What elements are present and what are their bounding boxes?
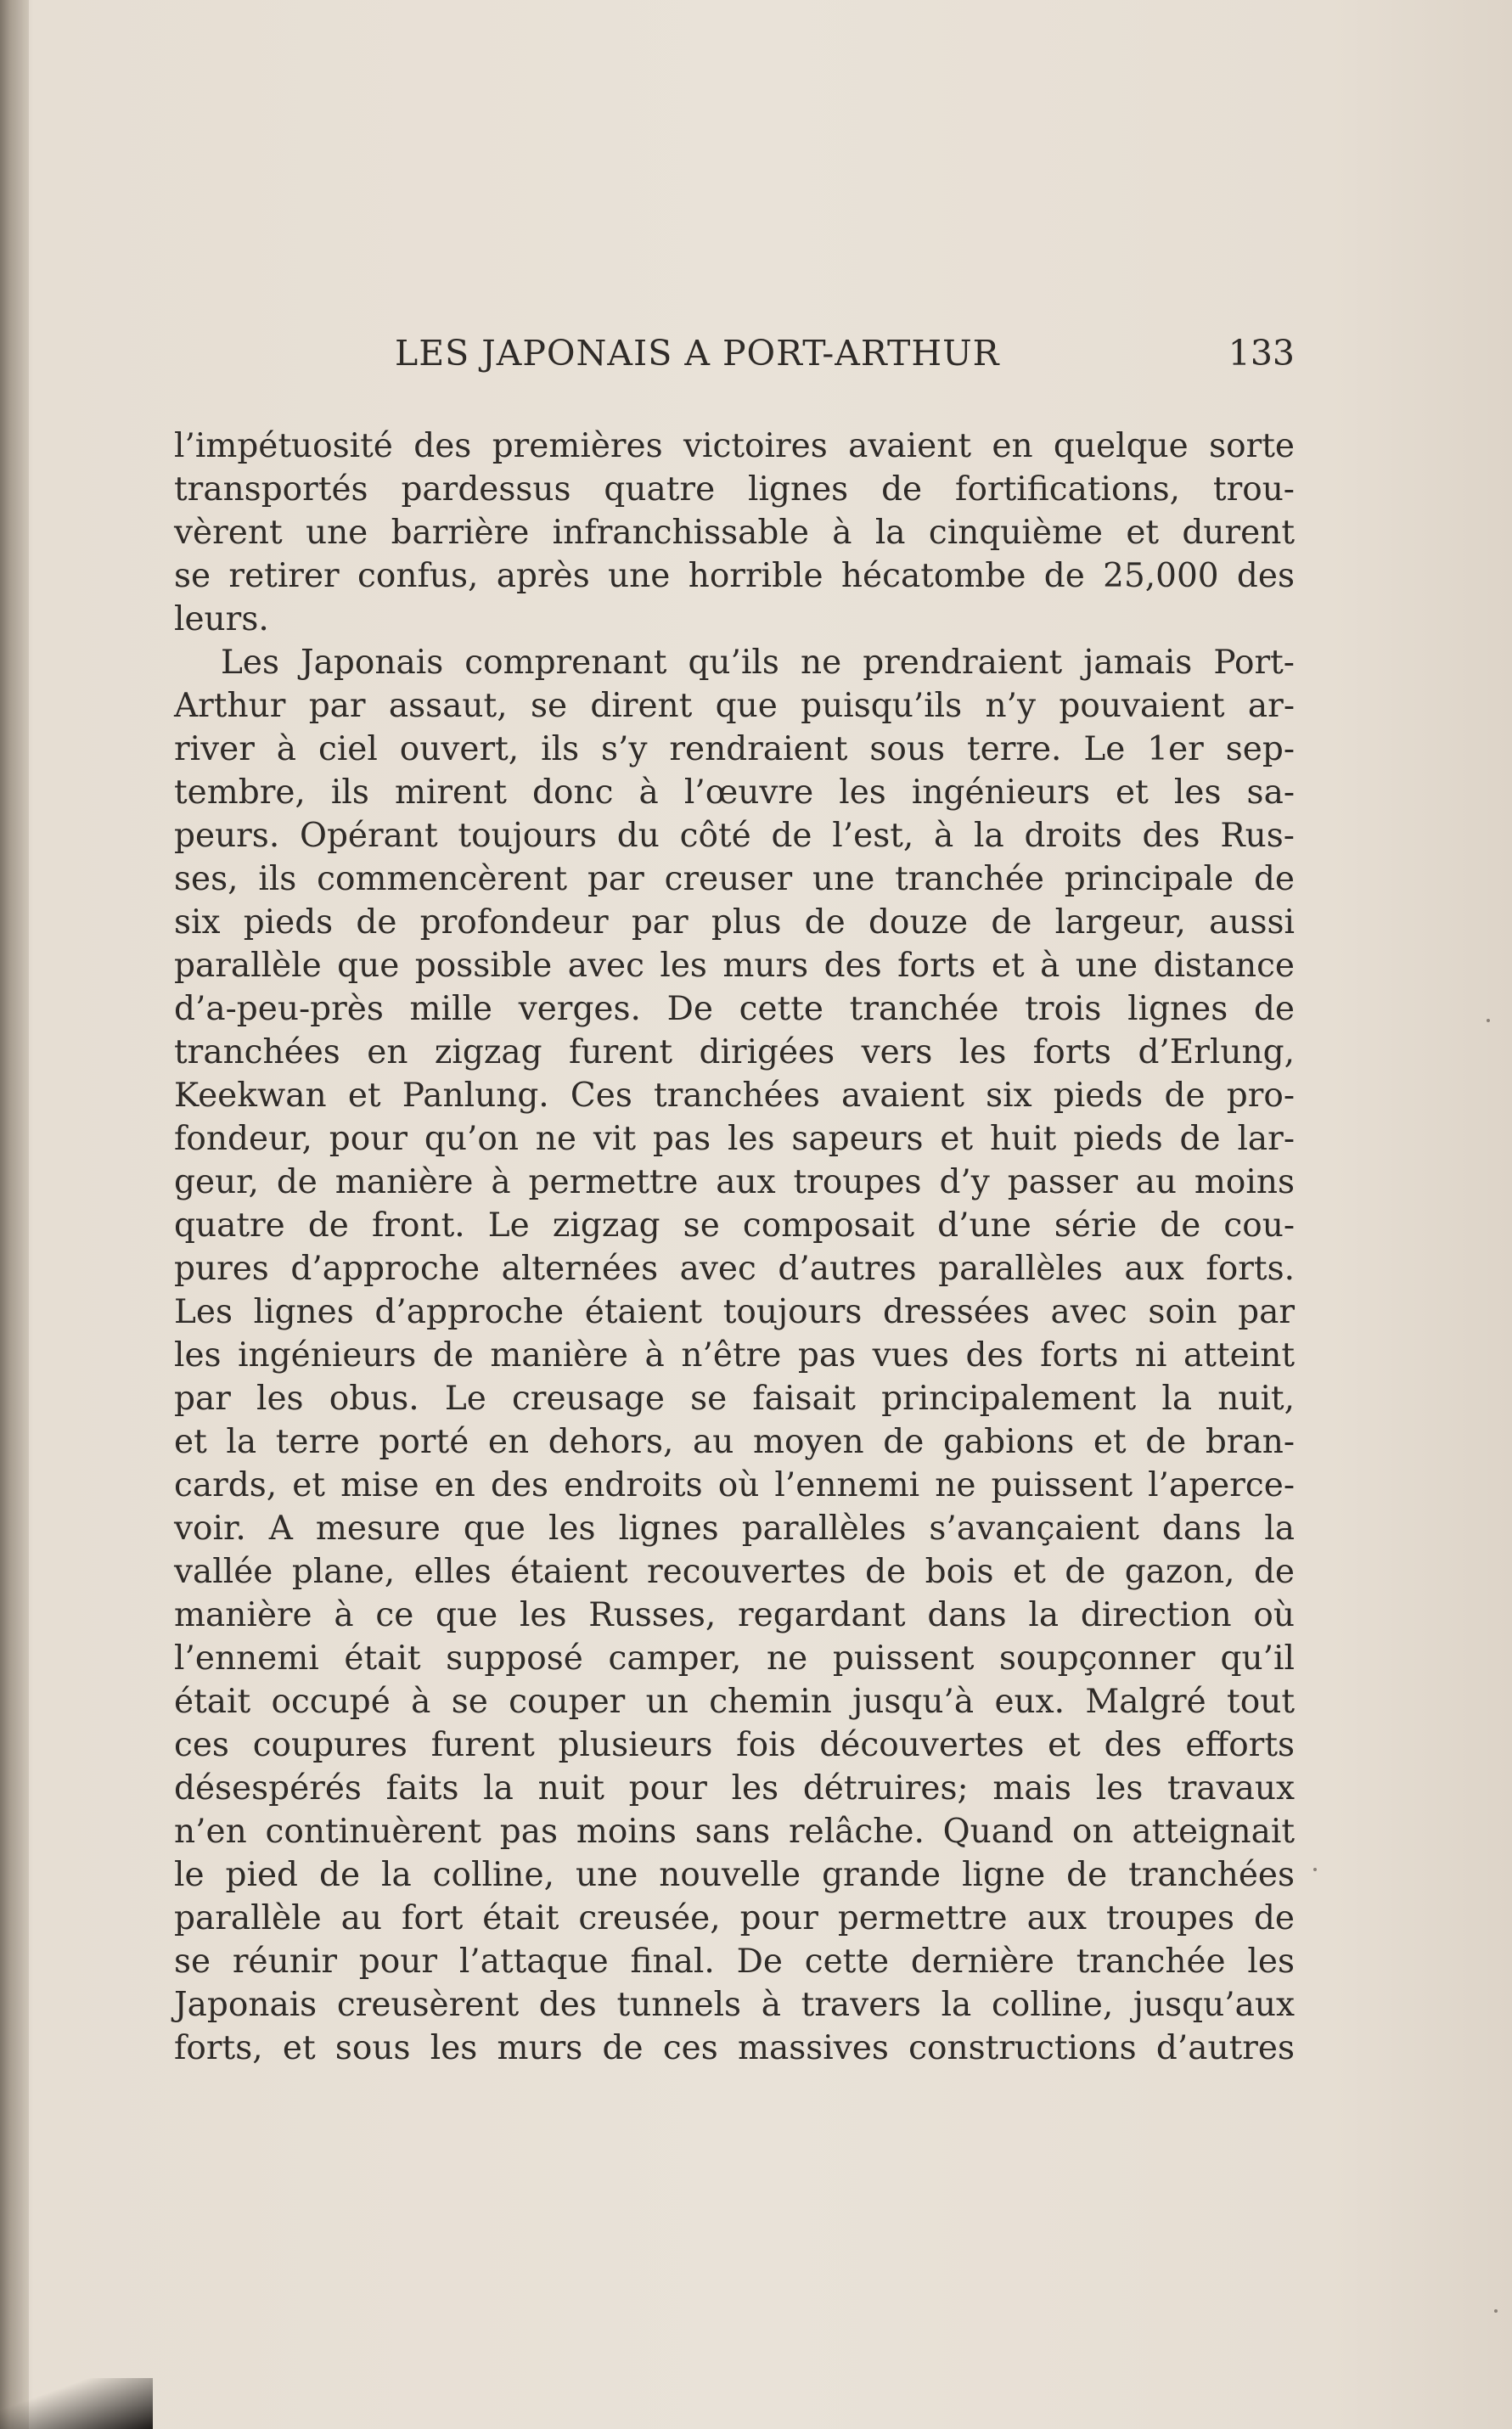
text-line: six pieds de profondeur par plus de douze de largeur, aussi [174,903,1295,942]
text-line: par les obus. Le creusage se faisait principalement la nuit, [174,1380,1295,1418]
body-text [174,425,1295,2070]
text-line: se réunir pour l’attaque final. De cette dernière tranchée les [174,1943,1295,1981]
paragraph [174,425,1295,641]
text-line: Japonais creusèrent des tunnels à travers la colline, jusqu’aux [174,1986,1295,2024]
text-line: se retirer confus, après une horrible hécatombe de 25,000 des [174,557,1295,595]
text-line: n’en continuèrent pas moins sans relâche. Quand on atteignait [174,1813,1295,1851]
paper-speck [1313,1868,1317,1871]
text-line: et la terre porté en dehors, au moyen de gabions et de bran- [174,1423,1295,1461]
text-line: désespérés faits la nuit pour les détruires; mais les travaux [174,1769,1295,1808]
text-line: transportés pardessus quatre lignes de fortifications, trou- [174,470,1295,509]
text-line: Les lignes d’approche étaient toujours dressées avec soin par [174,1293,1295,1331]
text-line: ses, ils commencèrent par creuser une tranchée principale de [174,860,1295,898]
text-line: l’impétuosité des premières victoires avaient en quelque sorte [174,427,1295,465]
text-line: pures d’approche alternées avec d’autres parallèles aux forts. [174,1250,1295,1288]
text-line: Les Japonais comprenant qu’ils ne prendraient jamais Port- [221,644,1295,682]
text-line: peurs. Opérant toujours du côté de l’est, à la droits des Rus- [174,817,1295,855]
text-line: ces coupures furent plusieurs fois découvertes et des efforts [174,1726,1295,1764]
running-title: LES JAPONAIS A PORT-ARTHUR [395,333,1000,374]
text-line: manière à ce que les Russes, regardant dans la direction où [174,1596,1295,1634]
text-line: voir. A mesure que les lignes parallèles s’avançaient dans la [174,1510,1295,1548]
page-edge-shadow [0,2378,153,2429]
text-line: le pied de la colline, une nouvelle grande ligne de tranchées [174,1856,1295,1894]
text-line: tranchées en zigzag furent dirigées vers les forts d’Erlung, [174,1033,1295,1071]
text-line: parallèle au fort était creusée, pour permettre aux troupes de [174,1899,1295,1937]
text-line: fondeur, pour qu’on ne vit pas les sapeurs et huit pieds de lar- [174,1120,1295,1158]
text-line: l’ennemi était supposé camper, ne puissent soupçonner qu’il [174,1639,1295,1678]
text-line: vallée plane, elles étaient recouvertes de bois et de gazon, de [174,1553,1295,1591]
paper-speck [1487,1019,1490,1022]
text-line: cards, et mise en des endroits où l’ennemi ne puissent l’aperce- [174,1466,1295,1504]
text-line: vèrent une barrière infranchissable à la cinquième et durent [174,514,1295,552]
text-line: tembre, ils mirent donc à l’œuvre les ingénieurs et les sa- [174,773,1295,812]
text-line: forts, et sous les murs de ces massives constructions d’autres [174,2029,1295,2067]
page-number: 133 [1228,333,1295,374]
text-line: river à ciel ouvert, ils s’y rendraient sous terre. Le 1er sep- [174,730,1295,768]
paper-speck [1494,2309,1498,2313]
text-line: geur, de manière à permettre aux troupes d’y passer au moins [174,1163,1295,1201]
paragraph [174,641,1295,2070]
text-line: leurs. [174,600,269,638]
text-line: Arthur par assaut, se dirent que puisqu’ils n’y pouvaient ar- [174,687,1295,725]
page-gutter [0,0,29,2429]
running-head [395,333,1295,384]
text-line: d’a-peu-près mille verges. De cette tranchée trois lignes de [174,990,1295,1028]
text-line: parallèle que possible avec les murs des forts et à une distance [174,947,1295,985]
text-line: était occupé à se couper un chemin jusqu’à eux. Malgré tout [174,1683,1295,1721]
text-line: les ingénieurs de manière à n’être pas vues des forts ni atteint [174,1336,1295,1375]
text-line: quatre de front. Le zigzag se composait d’une série de cou- [174,1206,1295,1245]
text-line: Keekwan et Panlung. Ces tranchées avaient six pieds de pro- [174,1077,1295,1115]
